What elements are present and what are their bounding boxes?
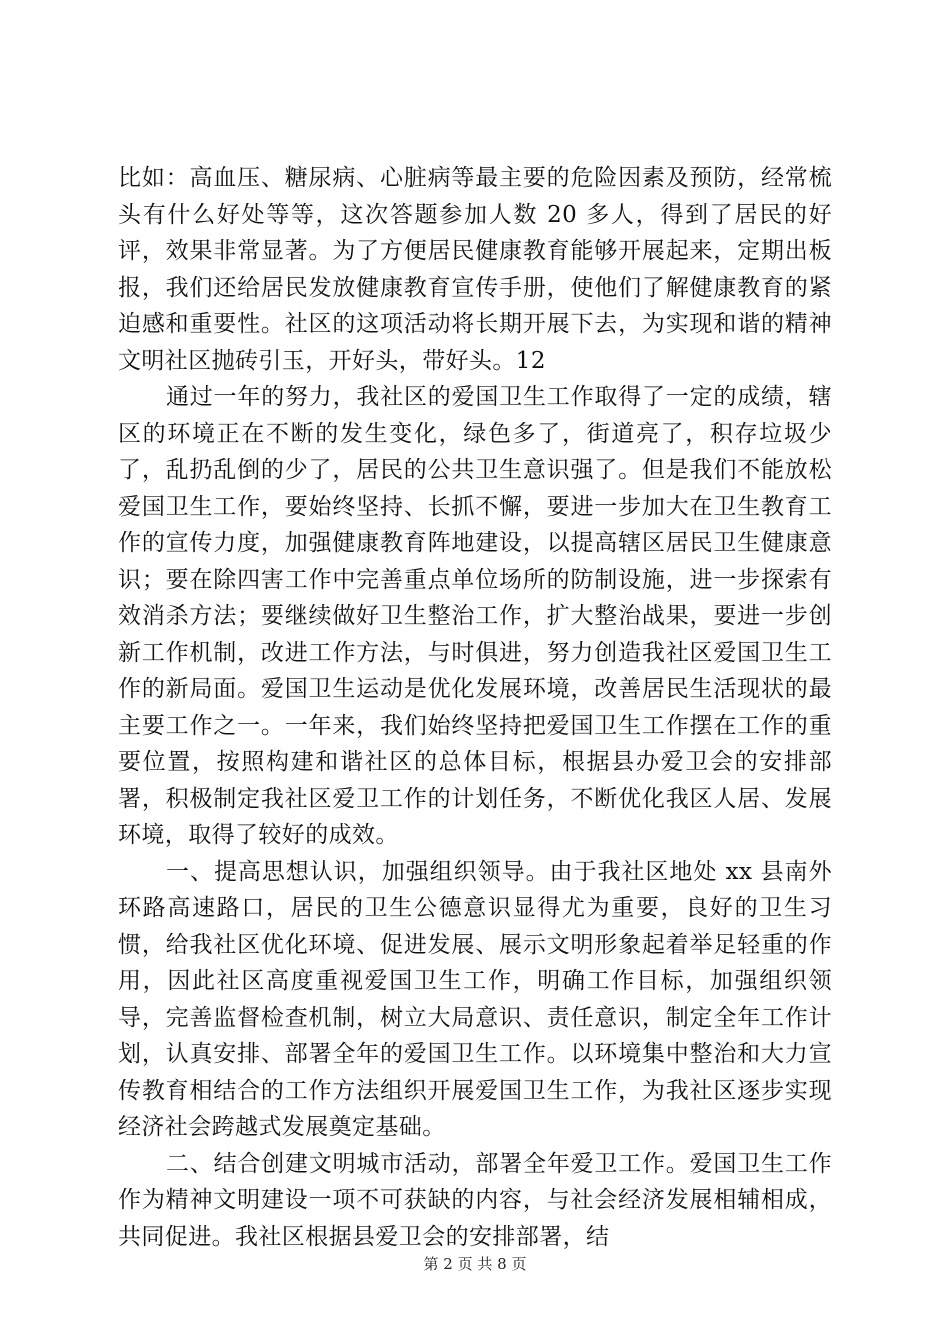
paragraph-section-two: 二、结合创建文明城市活动，部署全年爱卫工作。爱国卫生工作作为精神文明建设一项不可获缺的内容，与社会经济发展相辅相成，共同促进。我社区根据县爱卫会的安排部署，结: [118, 1150, 832, 1250]
page-number-footer: 第 2 页 共 8 页: [423, 1255, 527, 1273]
paragraph-section-one: 一、提高思想认识，加强组织领导。由于我社区地处 xx 县南外环路高速路口，居民的卫生公德意识显得尤为重要，良好的卫生习惯，给我社区优化环境、促进发展、展示文明形象起着举足轻重的作用，因此社区高度重视爱国卫生工作，明确工作目标，加强组织领导，完善监督检查机制，树立大局意识、责任意识，制定全年工作计划，认真安排、部署全年的爱国卫生工作。以环境集中整治和大力宣传教育相结合的工作方法组织开展爱国卫生工作，为我社区逐步实现经济社会跨越式发展奠定基础。: [118, 858, 832, 1140]
paragraph-annual-summary: 通过一年的努力，我社区的爱国卫生工作取得了一定的成绩，辖区的环境正在不断的发生变化，绿色多了，街道亮了，积存垃圾少了，乱扔乱倒的少了，居民的公共卫生意识强了。但是我们不能放松爱国卫生工作，要始终坚持、长抓不懈，要进一步加大在卫生教育工作的宣传力度，加强健康教育阵地建设，以提高辖区居民卫生健康意识；要在除四害工作中完善重点单位场所的防制设施，进一步探索有效消杀方法；要继续做好卫生整治工作，扩大整治战果，要进一步创新工作机制，改进工作方法，与时俱进，努力创造我社区爱国卫生工作的新局面。爱国卫生运动是优化发展环境，改善居民生活现状的最主要工作之一。一年来，我们始终坚持把爱国卫生工作摆在工作的重要位置，按照构建和谐社区的总体目标，根据县办爱卫会的安排部署，积极制定我社区爱卫工作的计划任务，不断优化我区人居、发展环境，取得了较好的成效。: [118, 384, 832, 848]
paragraph-health-education: 比如：高血压、糖尿病、心脏病等最主要的危险因素及预防，经常梳头有什么好处等等，这次答题参加人数 20 多人，得到了居民的好评，效果非常显著。为了方便居民健康教育能够开展起来，定期出板报，我们还给居民发放健康教育宣传手册，使他们了解健康教育的紧迫感和重要性。社区的这项活动将长期开展下去，为实现和谐的精神文明社区抛砖引玉，开好头，带好头。12: [118, 165, 832, 374]
document-body: [118, 160, 832, 1255]
